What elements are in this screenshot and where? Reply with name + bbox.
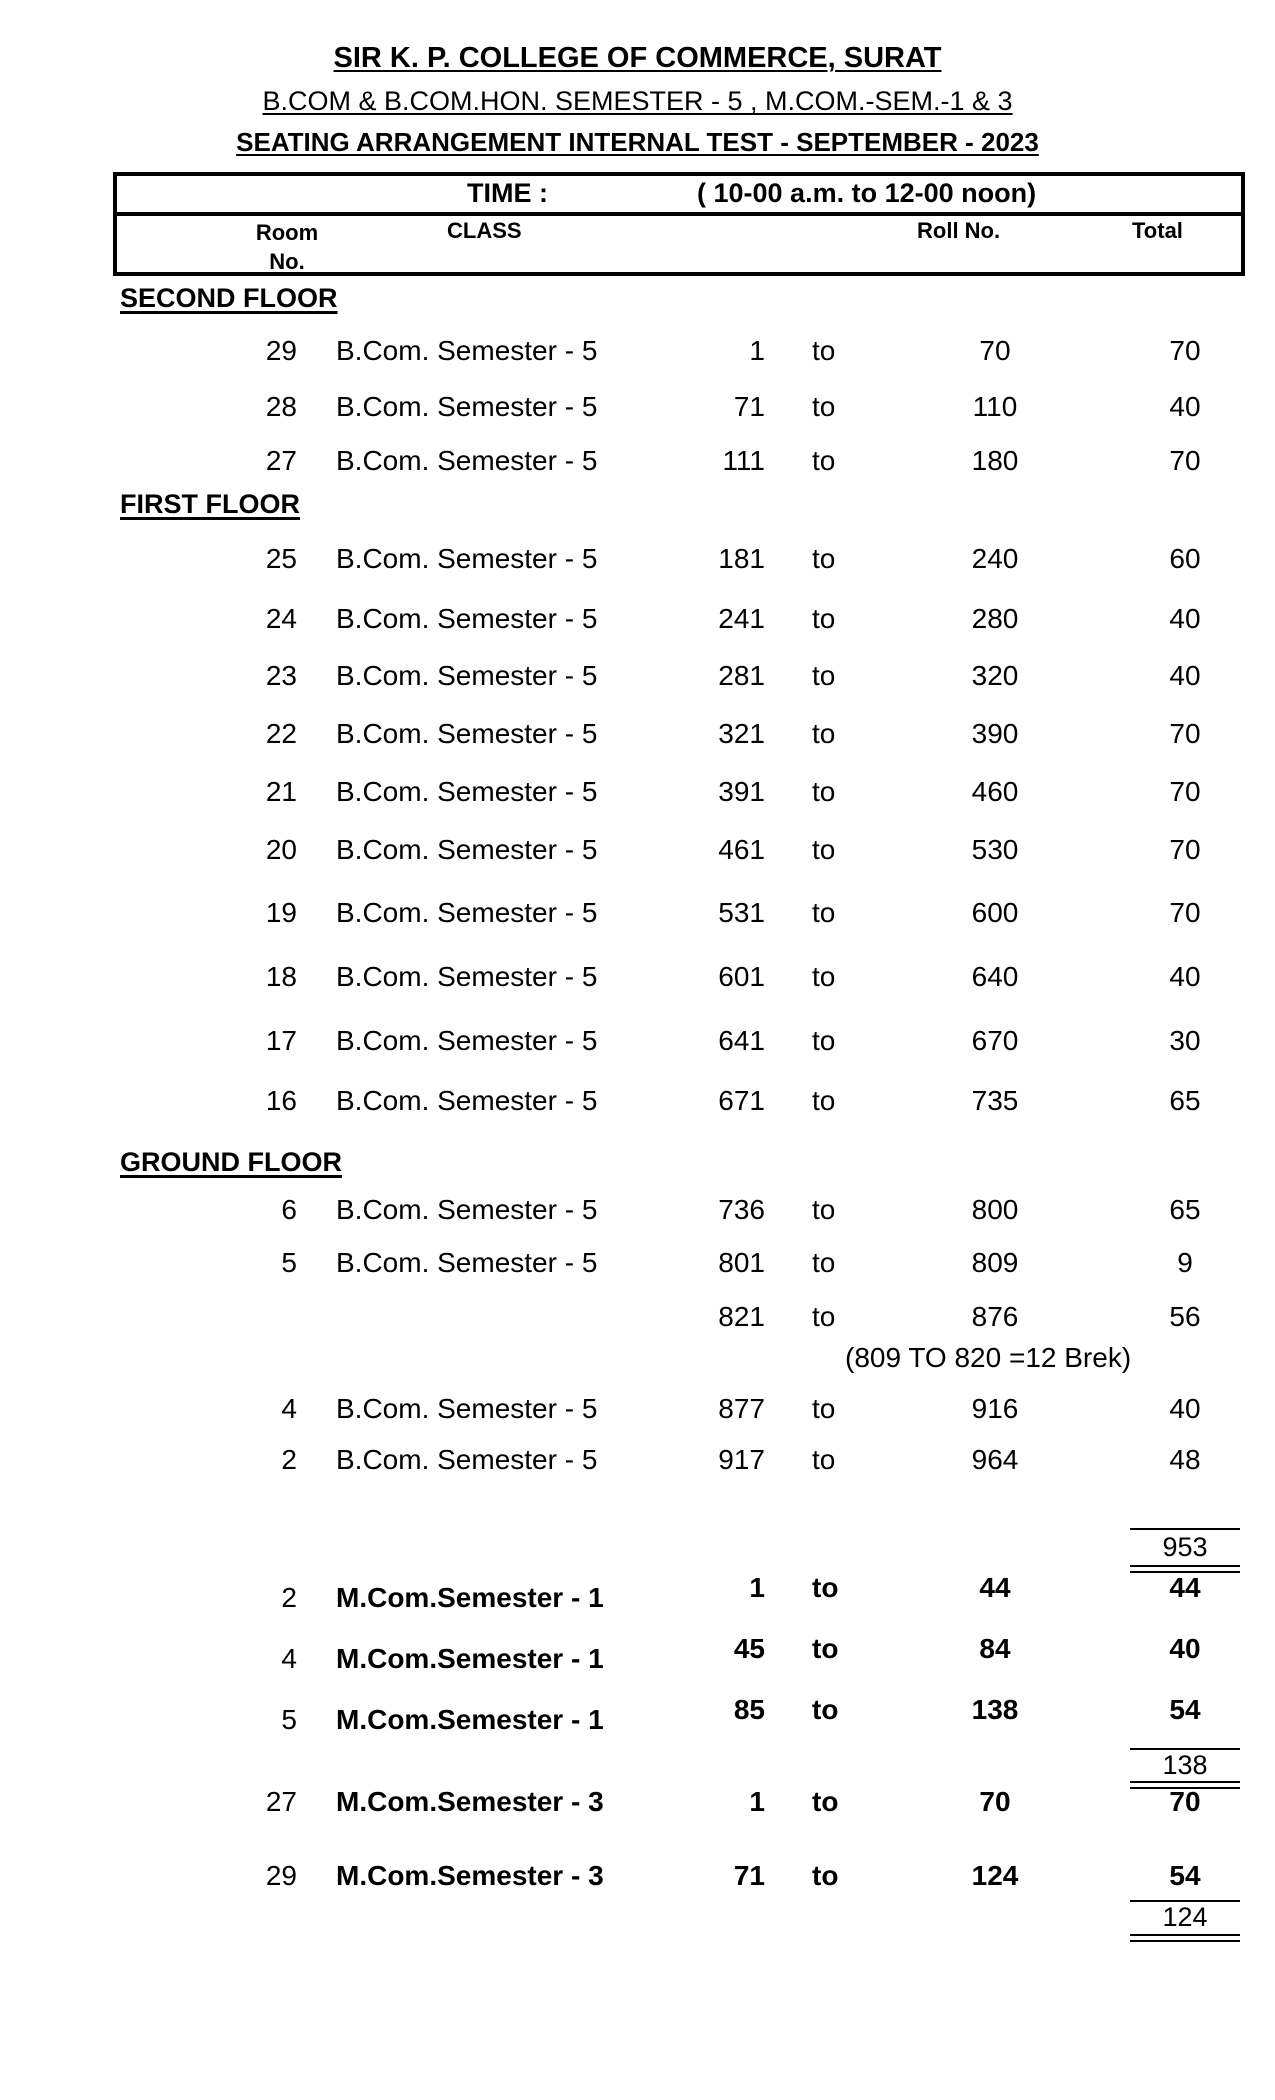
table-row — [0, 1633, 1275, 1683]
class-name: B.Com. Semester - 5 — [336, 776, 598, 807]
class-name: B.Com. Semester - 5 — [336, 335, 598, 366]
class-name: M.Com.Semester - 1 — [336, 1643, 604, 1674]
room-number: 6 — [281, 1194, 297, 1225]
roll-from: 45 — [733, 1633, 765, 1664]
roll-to: 240 — [971, 543, 1019, 574]
roll-to-label: to — [812, 543, 836, 574]
roll-to: 124 — [971, 1860, 1019, 1891]
table-row — [0, 776, 1275, 816]
roll-from: 391 — [718, 776, 765, 807]
class-name: B.Com. Semester - 5 — [336, 445, 598, 476]
room-number: 17 — [265, 1025, 297, 1056]
room-number: 5 — [281, 1247, 297, 1278]
roll-to: 640 — [971, 961, 1019, 992]
break-note: (809 TO 820 =12 Brek) — [845, 1342, 1132, 1373]
roll-from: 917 — [718, 1444, 765, 1475]
roll-from: 85 — [733, 1694, 765, 1725]
row-total: 70 — [1169, 1786, 1201, 1817]
row-total: 70 — [1169, 335, 1201, 366]
class-name: B.Com. Semester - 5 — [336, 603, 598, 634]
roll-from: 821 — [718, 1301, 765, 1332]
time-value: ( 10-00 a.m. to 12-00 noon) — [697, 178, 1037, 208]
subtotal-rule — [1130, 1528, 1240, 1530]
roll-to: 110 — [972, 391, 1018, 422]
roll-to: 916 — [971, 1393, 1019, 1424]
courses-subtitle: B.COM & B.COM.HON. SEMESTER - 5 , M.COM.-SEM.-1 & 3 — [262, 86, 1013, 116]
class-name: B.Com. Semester - 5 — [336, 961, 598, 992]
room-number: 2 — [281, 1582, 297, 1613]
class-name: B.Com. Semester - 5 — [336, 834, 598, 865]
room-number: 4 — [281, 1393, 297, 1424]
roll-from: 877 — [718, 1393, 765, 1424]
roll-to: 320 — [971, 660, 1019, 691]
roll-from: 601 — [718, 961, 765, 992]
subtotal-double-rule — [1130, 1934, 1240, 1942]
row-total: 70 — [1169, 445, 1201, 476]
row-total: 44 — [1169, 1572, 1201, 1603]
table-row — [0, 1085, 1275, 1125]
room-number: 29 — [265, 335, 297, 366]
class-name: M.Com.Semester - 3 — [336, 1860, 604, 1891]
column-header-total: Total — [1132, 218, 1183, 243]
header-divider — [117, 212, 1241, 216]
room-number: 16 — [265, 1085, 297, 1116]
roll-from: 321 — [718, 718, 765, 749]
floor-heading-second: SECOND FLOOR — [120, 283, 338, 313]
column-header-roll: Roll No. — [917, 218, 1001, 243]
row-total: 56 — [1169, 1301, 1201, 1332]
roll-to-label: to — [812, 1194, 836, 1225]
room-number: 2 — [281, 1444, 297, 1475]
roll-to: 280 — [971, 603, 1019, 634]
floor-heading-ground: GROUND FLOOR — [120, 1147, 342, 1177]
room-number: 28 — [265, 391, 297, 422]
room-number: 5 — [281, 1704, 297, 1735]
roll-from: 671 — [718, 1085, 765, 1116]
room-number: 20 — [265, 834, 297, 865]
roll-to-label: to — [812, 1860, 839, 1891]
roll-to-label: to — [812, 834, 836, 865]
row-total: 30 — [1169, 1025, 1201, 1056]
row-total: 65 — [1169, 1085, 1201, 1116]
table-row — [0, 1786, 1275, 1826]
roll-to-label: to — [812, 1694, 839, 1725]
roll-to-label: to — [812, 1786, 839, 1817]
table-row — [0, 603, 1275, 643]
roll-to-label: to — [812, 1572, 839, 1603]
roll-to-label: to — [812, 335, 836, 366]
subtotal-mcom-sem3: 124 — [1162, 1902, 1208, 1932]
roll-from: 461 — [718, 834, 765, 865]
row-total: 65 — [1169, 1194, 1201, 1225]
row-total: 40 — [1169, 1633, 1201, 1664]
class-name: B.Com. Semester - 5 — [336, 660, 598, 691]
room-number: 27 — [265, 445, 297, 476]
class-name: B.Com. Semester - 5 — [336, 1247, 598, 1278]
room-number: 21 — [265, 776, 297, 807]
roll-to-label: to — [812, 603, 836, 634]
roll-to-label: to — [812, 1444, 836, 1475]
row-total: 40 — [1169, 961, 1201, 992]
table-row — [0, 1194, 1275, 1234]
table-row — [0, 834, 1275, 874]
roll-to-label: to — [812, 718, 836, 749]
room-number: 29 — [265, 1860, 297, 1891]
roll-to: 600 — [971, 897, 1019, 928]
room-number: 19 — [265, 897, 297, 928]
room-number: 23 — [265, 660, 297, 691]
roll-to: 70 — [979, 335, 1011, 366]
roll-from: 71 — [733, 391, 765, 422]
roll-to: 876 — [971, 1301, 1019, 1332]
table-row — [0, 660, 1275, 700]
table-row — [0, 1301, 1275, 1341]
roll-to-label: to — [812, 391, 836, 422]
class-name: B.Com. Semester - 5 — [336, 391, 598, 422]
roll-to: 964 — [971, 1444, 1019, 1475]
roll-from: 241 — [718, 603, 765, 634]
roll-to-label: to — [812, 1085, 836, 1116]
roll-from: 1 — [749, 335, 765, 366]
table-row — [0, 718, 1275, 758]
row-total: 48 — [1169, 1444, 1201, 1475]
roll-to: 809 — [971, 1247, 1019, 1278]
roll-to: 460 — [971, 776, 1019, 807]
room-number: 24 — [265, 603, 297, 634]
class-name: M.Com.Semester - 3 — [336, 1786, 604, 1817]
table-row — [0, 1393, 1275, 1433]
table-row — [0, 1860, 1275, 1900]
row-total: 60 — [1169, 543, 1201, 574]
roll-to: 180 — [971, 445, 1019, 476]
roll-to-label: to — [812, 1301, 836, 1332]
class-name: B.Com. Semester - 5 — [336, 1393, 598, 1424]
roll-to: 530 — [971, 834, 1019, 865]
room-number: 22 — [265, 718, 297, 749]
subtotal-mcom-sem1: 138 — [1162, 1750, 1208, 1780]
table-row — [0, 1444, 1275, 1484]
table-row — [0, 391, 1275, 431]
room-number: 4 — [281, 1643, 297, 1674]
roll-to-label: to — [812, 1393, 836, 1424]
row-total: 40 — [1169, 1393, 1201, 1424]
roll-to-label: to — [812, 1633, 839, 1664]
table-row — [0, 961, 1275, 1001]
roll-to-label: to — [812, 1247, 836, 1278]
table-row — [0, 1694, 1275, 1744]
row-total: 40 — [1169, 391, 1201, 422]
table-row — [0, 1572, 1275, 1622]
roll-from: 641 — [718, 1025, 765, 1056]
time-label: TIME : — [467, 178, 548, 208]
class-name: M.Com.Semester - 1 — [336, 1704, 604, 1735]
room-number: 27 — [265, 1786, 297, 1817]
roll-to-label: to — [812, 660, 836, 691]
roll-to: 44 — [979, 1572, 1011, 1603]
roll-to: 735 — [971, 1085, 1019, 1116]
roll-to: 84 — [979, 1633, 1011, 1664]
row-total: 70 — [1169, 718, 1201, 749]
roll-to: 70 — [979, 1786, 1011, 1817]
column-header-class: CLASS — [447, 218, 522, 243]
table-row — [0, 1025, 1275, 1065]
roll-to-label: to — [812, 1025, 836, 1056]
roll-from: 1 — [749, 1572, 765, 1603]
roll-from: 531 — [718, 897, 765, 928]
roll-to-label: to — [812, 961, 836, 992]
class-name: B.Com. Semester - 5 — [336, 1444, 598, 1475]
table-row — [0, 897, 1275, 937]
roll-from: 111 — [722, 445, 765, 476]
roll-to-label: to — [812, 445, 836, 476]
roll-to-label: to — [812, 897, 836, 928]
roll-to: 800 — [971, 1194, 1019, 1225]
roll-from: 281 — [718, 660, 765, 691]
document-title: SEATING ARRANGEMENT INTERNAL TEST - SEPTEMBER - 2023 — [236, 127, 1039, 157]
class-name: B.Com. Semester - 5 — [336, 1025, 598, 1056]
roll-to: 390 — [971, 718, 1019, 749]
header-box — [113, 172, 1245, 276]
class-name: B.Com. Semester - 5 — [336, 1194, 598, 1225]
row-total: 70 — [1169, 776, 1201, 807]
roll-from: 71 — [733, 1860, 765, 1891]
roll-from: 801 — [718, 1247, 765, 1278]
row-total: 9 — [1177, 1247, 1193, 1278]
table-row — [0, 1247, 1275, 1287]
room-number: 25 — [265, 543, 297, 574]
row-total: 54 — [1169, 1860, 1201, 1891]
floor-heading-first: FIRST FLOOR — [120, 489, 300, 519]
row-total: 70 — [1169, 897, 1201, 928]
class-name: B.Com. Semester - 5 — [336, 543, 598, 574]
column-header-room: Room No. — [255, 220, 319, 274]
college-name: SIR K. P. COLLEGE OF COMMERCE, SURAT — [333, 42, 942, 74]
subtotal-double-rule — [1130, 1781, 1240, 1789]
class-name: B.Com. Semester - 5 — [336, 1085, 598, 1116]
row-total: 40 — [1169, 603, 1201, 634]
roll-from: 1 — [749, 1786, 765, 1817]
subtotal-double-rule — [1130, 1565, 1240, 1573]
table-row — [0, 543, 1275, 583]
class-name: B.Com. Semester - 5 — [336, 718, 598, 749]
row-total: 70 — [1169, 834, 1201, 865]
table-row — [0, 445, 1275, 485]
row-total: 40 — [1169, 660, 1201, 691]
roll-to: 138 — [971, 1694, 1019, 1725]
room-number: 18 — [265, 961, 297, 992]
roll-to-label: to — [812, 776, 836, 807]
roll-from: 181 — [718, 543, 765, 574]
table-row — [0, 335, 1275, 375]
roll-from: 736 — [718, 1194, 765, 1225]
row-total: 54 — [1169, 1694, 1201, 1725]
roll-to: 670 — [971, 1025, 1019, 1056]
subtotal-bcom: 953 — [1162, 1532, 1208, 1562]
class-name: M.Com.Semester - 1 — [336, 1582, 604, 1613]
class-name: B.Com. Semester - 5 — [336, 897, 598, 928]
